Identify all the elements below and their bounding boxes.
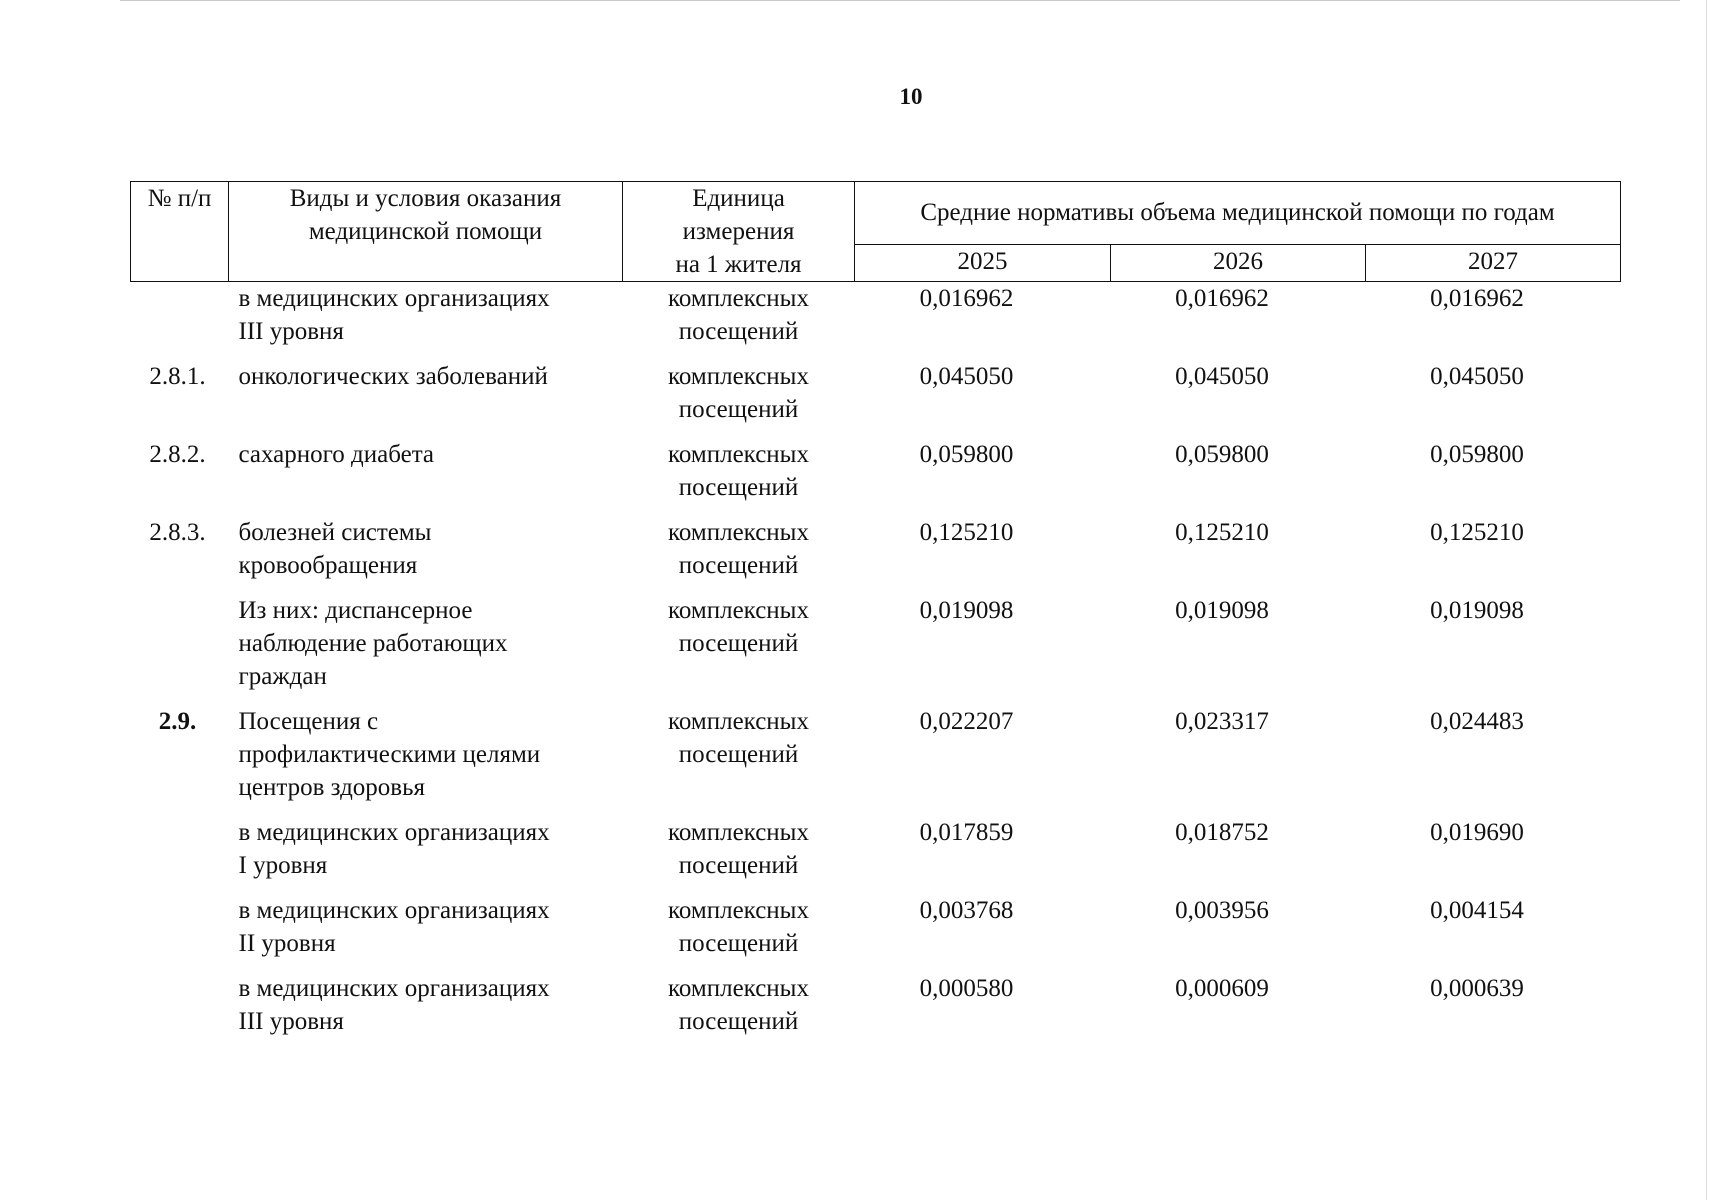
table-row xyxy=(131,438,1621,516)
row-unit-line: посещений xyxy=(678,1008,799,1035)
row-number xyxy=(131,282,229,361)
table-body xyxy=(131,282,1621,1051)
row-kind-line: в медицинских организациях xyxy=(238,897,550,924)
row-unit-line: комплексных xyxy=(668,519,809,546)
row-kind-line: в медицинских организациях xyxy=(238,819,550,846)
header-year-2025: 2025 xyxy=(855,244,1111,281)
scan-edge-top xyxy=(120,0,1680,1)
row-kind-line: болезней системы xyxy=(238,519,432,546)
header-year-2027: 2027 xyxy=(1366,244,1621,281)
header-number: № п/п xyxy=(131,182,229,282)
row-unit xyxy=(623,972,855,1050)
row-unit-line: комплексных xyxy=(668,363,809,390)
row-unit-line: посещений xyxy=(678,930,799,957)
row-unit xyxy=(623,816,855,894)
row-unit-line: комплексных xyxy=(668,708,809,735)
row-value-2025: 0,022207 xyxy=(919,708,1014,735)
row-unit-line: комплексных xyxy=(668,897,809,924)
row-unit-line: посещений xyxy=(678,741,799,768)
row-value-2026: 0,125210 xyxy=(1175,519,1269,546)
table-row xyxy=(131,894,1621,972)
row-kind-line: Посещения с xyxy=(238,708,379,735)
row-kind-line: кровообращения xyxy=(238,552,418,579)
row-unit-line: комплексных xyxy=(668,597,809,624)
row-unit-line: комплексных xyxy=(668,975,809,1002)
row-kind xyxy=(229,705,623,816)
row-kind-line: III уровня xyxy=(238,1008,344,1035)
norms-table xyxy=(130,181,1621,1050)
row-value-2027: 0,004154 xyxy=(1430,897,1524,924)
row-number xyxy=(131,816,229,894)
row-kind xyxy=(229,972,623,1050)
row-unit xyxy=(623,894,855,972)
table-row xyxy=(131,516,1621,594)
row-unit xyxy=(623,282,855,361)
row-value-2025: 0,016962 xyxy=(919,285,1014,312)
table-row xyxy=(131,594,1621,705)
row-unit xyxy=(623,438,855,516)
page-number: 10 xyxy=(899,84,923,109)
row-kind-line: в медицинских организациях xyxy=(238,975,550,1002)
row-kind xyxy=(229,594,623,705)
row-value-2027: 0,016962 xyxy=(1430,285,1524,312)
row-number: 2.8.2. xyxy=(149,441,206,468)
row-value-2027: 0,019098 xyxy=(1430,597,1524,624)
row-value-2025: 0,019098 xyxy=(919,597,1014,624)
row-value-2026: 0,018752 xyxy=(1175,819,1269,846)
row-kind xyxy=(229,438,623,516)
header-unit: Единица измерения на 1 жителя xyxy=(623,182,855,282)
row-value-2027: 0,125210 xyxy=(1430,519,1524,546)
row-unit-line: посещений xyxy=(678,396,799,423)
table-row xyxy=(131,360,1621,438)
row-value-2025: 0,059800 xyxy=(919,441,1014,468)
row-value-2025: 0,003768 xyxy=(919,897,1014,924)
row-kind xyxy=(229,516,623,594)
row-value-2025: 0,045050 xyxy=(919,363,1014,390)
row-unit-line: комплексных xyxy=(668,285,809,312)
row-unit-line: посещений xyxy=(678,852,799,879)
row-kind xyxy=(229,360,623,438)
row-kind-line: центров здоровья xyxy=(238,774,425,801)
row-kind-line: в медицинских организациях xyxy=(238,285,550,312)
row-kind-line: онкологических заболеваний xyxy=(238,363,548,390)
row-number: 2.8.3. xyxy=(149,519,206,546)
table-row xyxy=(131,972,1621,1050)
row-value-2025: 0,017859 xyxy=(919,819,1014,846)
row-value-2027: 0,000639 xyxy=(1430,975,1524,1002)
row-value-2026: 0,045050 xyxy=(1175,363,1269,390)
row-value-2025: 0,125210 xyxy=(919,519,1014,546)
row-value-2026: 0,059800 xyxy=(1175,441,1269,468)
row-unit xyxy=(623,705,855,816)
row-kind-line: наблюдение работающих xyxy=(238,630,508,657)
row-unit xyxy=(623,360,855,438)
row-value-2025: 0,000580 xyxy=(919,975,1014,1002)
row-value-2027: 0,019690 xyxy=(1430,819,1524,846)
row-unit-line: посещений xyxy=(678,474,799,501)
row-unit-line: посещений xyxy=(678,552,799,579)
row-value-2027: 0,059800 xyxy=(1430,441,1524,468)
row-value-2026: 0,019098 xyxy=(1175,597,1269,624)
row-value-2026: 0,023317 xyxy=(1175,708,1269,735)
row-number xyxy=(131,894,229,972)
row-kind xyxy=(229,894,623,972)
row-kind-line: Из них: диспансерное xyxy=(238,597,473,624)
row-unit-line: комплексных xyxy=(668,441,809,468)
row-number xyxy=(131,594,229,705)
table-row xyxy=(131,705,1621,816)
row-kind-line: II уровня xyxy=(238,930,336,957)
row-kind xyxy=(229,816,623,894)
header-year-2026: 2026 xyxy=(1111,244,1366,281)
row-value-2026: 0,016962 xyxy=(1175,285,1269,312)
row-unit xyxy=(623,516,855,594)
header-kind: Виды и условия оказания медицинской помощи xyxy=(229,182,623,282)
row-kind-line: III уровня xyxy=(238,318,344,345)
row-value-2027: 0,024483 xyxy=(1430,708,1524,735)
row-value-2026: 0,003956 xyxy=(1175,897,1269,924)
row-kind-line: профилактическими целями xyxy=(238,741,541,768)
row-kind-line: сахарного диабета xyxy=(238,441,435,468)
row-value-2026: 0,000609 xyxy=(1175,975,1269,1002)
table-header xyxy=(131,182,1621,282)
row-kind-line: I уровня xyxy=(238,852,328,879)
row-value-2027: 0,045050 xyxy=(1430,363,1524,390)
header-group-norms: Средние нормативы объема медицинской помощи по годам xyxy=(855,182,1621,245)
row-unit xyxy=(623,594,855,705)
row-unit-line: комплексных xyxy=(668,819,809,846)
row-unit-line: посещений xyxy=(678,318,799,345)
row-kind-line: граждан xyxy=(238,663,327,690)
row-unit-line: посещений xyxy=(678,630,799,657)
scan-edge-right xyxy=(1706,0,1707,1200)
row-number xyxy=(131,972,229,1050)
row-kind xyxy=(229,282,623,361)
table-row xyxy=(131,282,1621,361)
row-number: 2.8.1. xyxy=(149,363,206,390)
row-number: 2.9. xyxy=(158,708,197,735)
table-row xyxy=(131,816,1621,894)
